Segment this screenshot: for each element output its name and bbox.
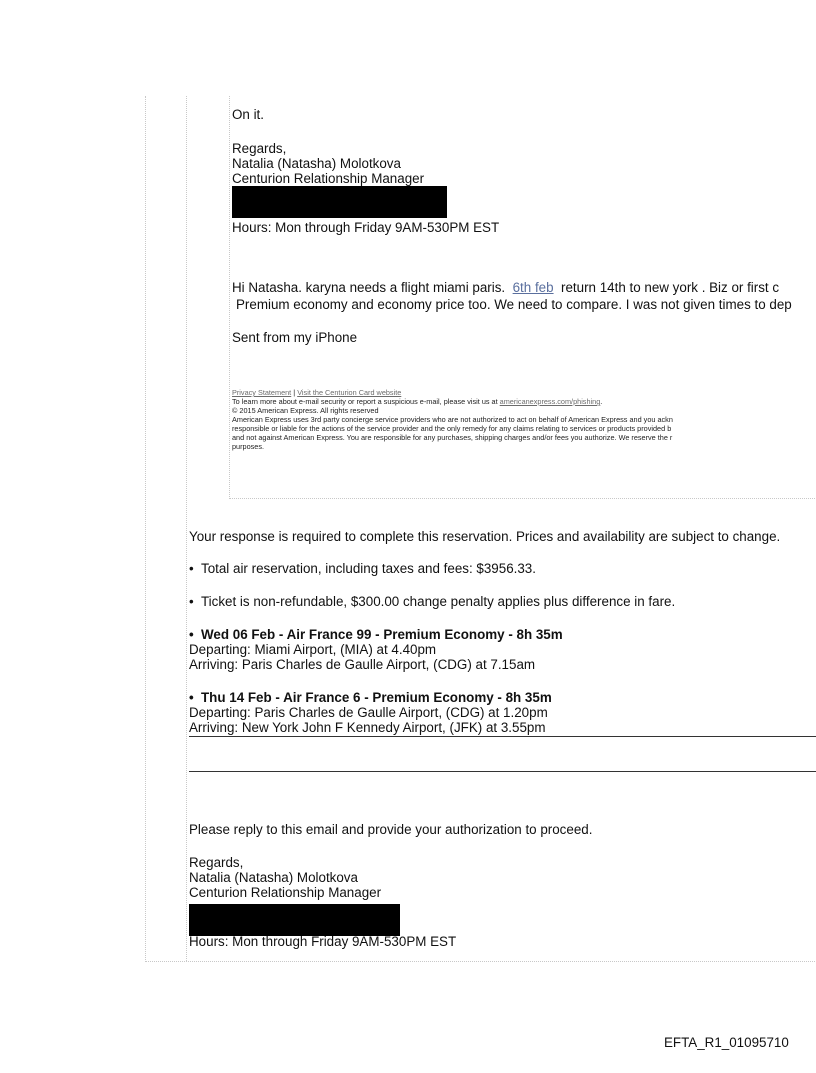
quoted-sender-role: Centurion Relationship Manager [232,171,425,186]
separator-line [189,771,816,772]
disclaimer-security [232,397,602,406]
closing-hours: Hours: Mon through Friday 9AM-530PM EST [189,934,457,949]
document-id: EFTA_R1_01095710 [664,1035,789,1050]
disclaimer-line-3: and not against American Express. You are responsible for any purchases, shipping charges and/or fees you authorize. We reserve the r [232,433,673,442]
ticket-bullet: • [189,594,194,609]
disclaimer-line-2: responsible or liable for the actions of the service provider and the only remedy for any claims relating to services or products provided b [232,424,672,433]
original-message-line-2: Premium economy and economy price too. We need to compare. I was not given times to dep [236,297,792,312]
flight-1-arriving: Arriving: Paris Charles de Gaulle Airport, (CDG) at 7.15am [189,657,536,672]
disclaimer-links [232,388,401,397]
total-bullet: • [189,561,194,576]
closing-sender-name: Natalia (Natasha) Molotkova [189,870,358,885]
quoted-hours: Hours: Mon through Friday 9AM-530PM EST [232,220,500,235]
flight-2-departing: Departing: Paris Charles de Gaulle Airport, (CDG) at 1.20pm [189,705,548,720]
privacy-statement-link[interactable]: Privacy Statement [232,388,292,397]
flight-1-departing: Departing: Miami Airport, (MIA) at 4.40pm [189,642,437,657]
message-text: return 14th to new york . Biz or first c [561,280,780,295]
flight-2-arriving: Arriving: New York John F Kennedy Airport, (JFK) at 3.55pm [189,720,546,735]
centurion-website-link[interactable]: Visit the Centurion Card website [297,388,402,397]
flight-1-bullet: • [189,627,194,642]
quoted-reply-body: On it. [232,107,264,122]
ticket-terms: Ticket is non-refundable, $300.00 change penalty applies plus difference in fare. [201,594,676,609]
date-link[interactable]: 6th feb [512,280,554,295]
flight-1-title: Wed 06 Feb - Air France 99 - Premium Economy - 8h 35m [201,627,563,642]
flight-2-bullet: • [189,690,194,705]
redaction-block [189,904,400,936]
security-text: To learn more about e-mail security or report a suspicious e-mail, please visit us at [232,397,498,406]
security-period: . [600,397,603,406]
original-message-line-1 [232,280,779,295]
closing-sender-role: Centurion Relationship Manager [189,885,382,900]
closing-regards: Regards, [189,855,244,870]
disclaimer-copyright: © 2015 American Express. All rights reserved [232,406,379,415]
total-price: Total air reservation, including taxes and fees: $3956.33. [201,561,536,576]
reservation-intro: Your response is required to complete this reservation. Prices and availability are subject to change. [189,529,781,544]
message-text: Hi Natasha. karyna needs a flight miami paris. [232,280,506,295]
quoted-regards: Regards, [232,141,287,156]
separator-line [189,736,816,737]
authorization-request: Please reply to this email and provide your authorization to proceed. [189,822,593,837]
link-separator: | [293,388,296,397]
redaction-block [232,186,447,218]
quoted-sender-name: Natalia (Natasha) Molotkova [232,156,401,171]
disclaimer-line-1: American Express uses 3rd party concierge service providers who are not authorized to act on behalf of American Express and you ackn [232,415,673,424]
quote-rule [186,96,187,961]
phishing-link[interactable]: americanexpress.com/phishing [499,397,601,406]
iphone-signature: Sent from my iPhone [232,330,358,345]
disclaimer-line-4: purposes. [232,442,265,451]
flight-2-title: Thu 14 Feb - Air France 6 - Premium Economy - 8h 35m [201,690,552,705]
